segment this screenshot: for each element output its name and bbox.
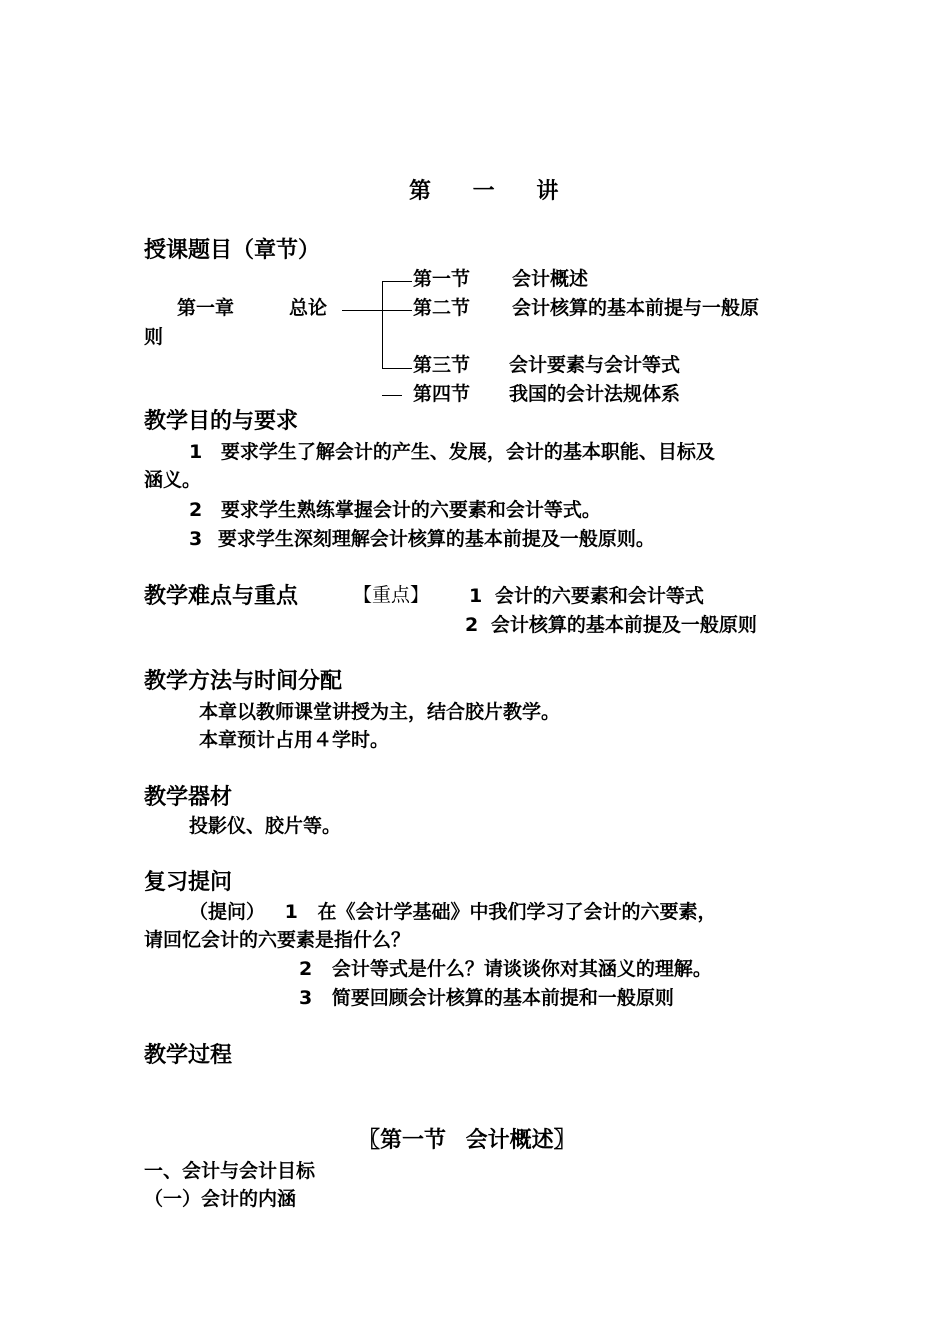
review-line-3: 3 简要回顾会计核算的基本前提和一般原则 (299, 987, 674, 1009)
section-2-num: 第二节 (413, 297, 471, 319)
review-line-2: 2 会计等式是什么？请谈谈你对其涵义的理解。 (299, 958, 712, 980)
section-3-num: 第三节 (413, 354, 471, 376)
key-points-label: 【重点】 (353, 584, 430, 606)
objective-1-wrap: 涵义。 (144, 469, 202, 491)
method-line-2: 本章预计占用４学时。 (199, 729, 390, 751)
chapter-name: 总论 (289, 297, 328, 319)
section-1-title: 会计概述 (512, 268, 589, 290)
equipment-line: 投影仪、胶片等。 (189, 815, 342, 837)
method-line-1: 本章以教师课堂讲授为主，结合胶片教学。 (199, 701, 561, 723)
process-section-title: 〖第一节 会计概述〗 (358, 1128, 576, 1153)
bracket-vertical-line (382, 281, 383, 368)
section-3-title: 会计要素与会计等式 (509, 354, 681, 376)
key-points-heading: 教学难点与重点 (144, 584, 299, 609)
key-point-1: 1 会计的六要素和会计等式 (469, 585, 704, 607)
review-line-1-wrap: 请回忆会计的六要素是指什么？ (144, 929, 411, 951)
topic-heading: 授课题目（章节） (144, 238, 321, 263)
review-heading: 复习提问 (144, 870, 233, 895)
bracket-top-tick (382, 281, 412, 282)
objective-3: 3 要求学生深刻理解会计核算的基本前提及一般原则。 (189, 528, 655, 550)
process-heading: 教学过程 (144, 1043, 233, 1068)
lecture-title: 第 一 讲 (409, 179, 561, 204)
section-2-wrap: 则 (144, 326, 164, 348)
objectives-heading: 教学目的与要求 (144, 409, 299, 434)
objective-2: 2 要求学生熟练掌握会计的六要素和会计等式。 (189, 499, 601, 521)
bracket-bottom-tick (382, 368, 412, 369)
review-line-1: （提问） 1 在《会计学基础》中我们学习了会计的六要素， (189, 901, 717, 923)
section-4-num: 第四节 (413, 383, 471, 405)
process-subheading-2: （一）会计的内涵 (144, 1188, 297, 1210)
section-4-title: 我国的会计法规体系 (509, 383, 681, 405)
objective-1: 1 要求学生了解会计的产生、发展，会计的基本职能、目标及 (189, 441, 715, 463)
process-subheading-1: 一、会计与会计目标 (144, 1160, 316, 1182)
section-1-num: 第一节 (413, 268, 471, 290)
chapter-label: 第一章 (177, 297, 235, 319)
key-point-2: 2 会计核算的基本前提及一般原则 (465, 614, 757, 636)
bracket-horizontal-line (342, 310, 412, 311)
equipment-heading: 教学器材 (144, 785, 233, 810)
bracket-section4-tick (382, 395, 402, 396)
section-2-title: 会计核算的基本前提与一般原 (512, 297, 760, 319)
method-heading: 教学方法与时间分配 (144, 669, 343, 694)
